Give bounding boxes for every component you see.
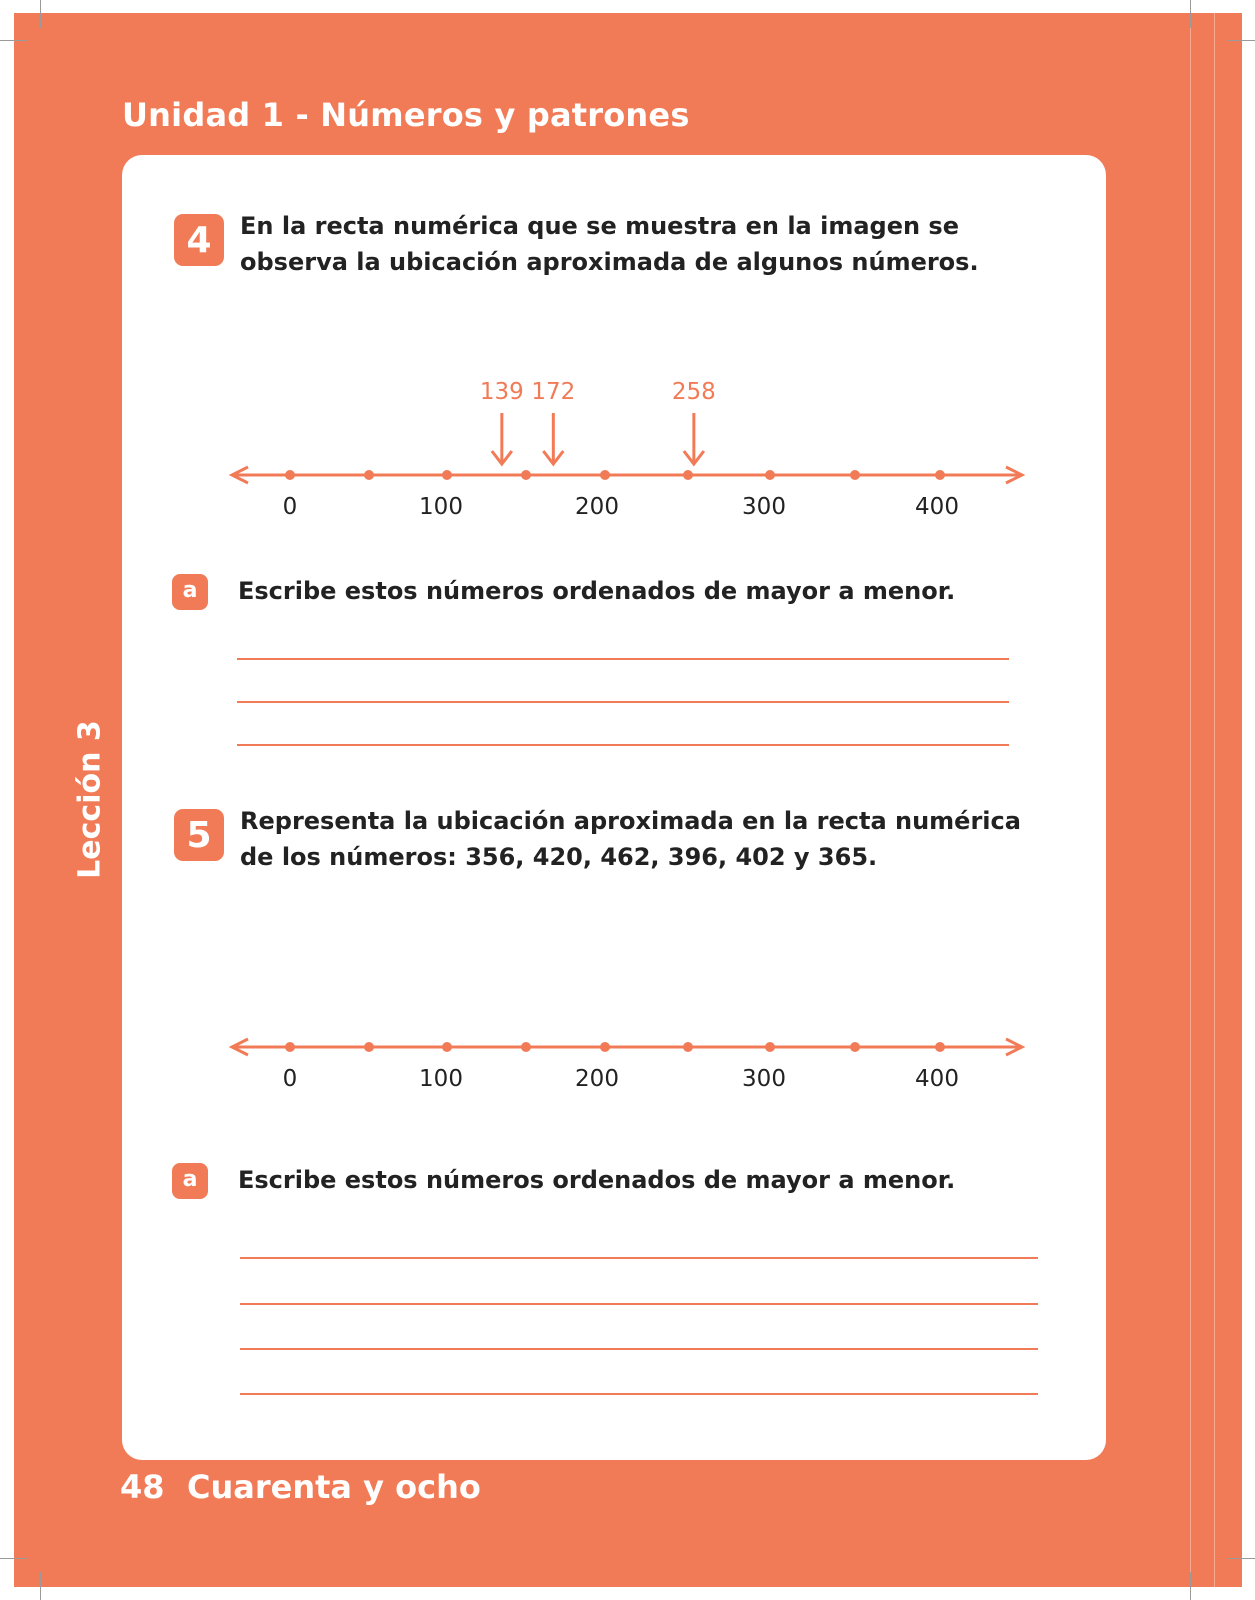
answer-line[interactable] — [240, 1348, 1038, 1350]
tick-label: 100 — [419, 1066, 463, 1092]
lesson-label-text: Lección 3 — [72, 720, 108, 879]
marker-label: 172 — [531, 379, 576, 405]
crop-mark — [1227, 1558, 1255, 1559]
crop-mark — [0, 1558, 28, 1559]
tick-dot — [683, 1042, 693, 1052]
exercise-5-question — [240, 803, 1021, 875]
tick-dot — [765, 470, 775, 480]
exercise-5a-badge: a — [172, 1163, 208, 1199]
tick-label: 200 — [575, 1066, 619, 1092]
tick-dot — [364, 1042, 374, 1052]
page-number: 48 — [120, 1468, 165, 1506]
tick-dot — [442, 1042, 452, 1052]
answer-line[interactable] — [240, 1303, 1038, 1305]
answer-line[interactable] — [237, 658, 1009, 660]
marker-arrow — [672, 379, 716, 464]
tick-dot — [935, 1042, 945, 1052]
crop-mark — [1227, 40, 1255, 41]
marker-arrow — [531, 379, 575, 464]
tick-dot — [521, 1042, 531, 1052]
exercise-4-line-1: En la recta numérica que se muestra en la imagen se — [240, 212, 959, 240]
exercise-5-badge: 5 — [174, 809, 224, 861]
number-line-1 — [122, 365, 1106, 535]
bleed-line — [1214, 13, 1215, 1587]
tick-dot — [364, 470, 374, 480]
crop-mark — [1190, 1572, 1191, 1600]
tick-label: 400 — [915, 1066, 959, 1092]
page-number-word: Cuarenta y ocho — [187, 1468, 481, 1506]
axis-line — [232, 467, 1022, 483]
exercise-5-line-1: Representa la ubicación aproximada en la recta numérica — [240, 807, 1021, 835]
exercise-card — [122, 155, 1106, 1460]
tick-label: 200 — [575, 494, 619, 520]
exercise-4-line-2: observa la ubicación aproximada de algunos números. — [240, 248, 979, 276]
tick-dot — [600, 1042, 610, 1052]
exercise-4a-badge: a — [172, 574, 208, 610]
exercise-4-badge: 4 — [174, 214, 224, 266]
exercise-4-question — [240, 208, 979, 280]
tick-dot — [765, 1042, 775, 1052]
exercise-5-line-2: de los números: 356, 420, 462, 396, 402 y 365. — [240, 843, 878, 871]
answer-line[interactable] — [240, 1393, 1038, 1395]
tick-label: 0 — [282, 1066, 298, 1092]
answer-line[interactable] — [240, 1257, 1038, 1259]
exercise-5a-prompt: Escribe estos números ordenados de mayor a menor. — [238, 1166, 956, 1194]
number-line-2 — [122, 1017, 1106, 1107]
marker-arrow — [480, 379, 524, 464]
tick-dot — [935, 470, 945, 480]
tick-dot — [600, 470, 610, 480]
crop-mark — [1190, 0, 1191, 28]
tick-dot — [850, 470, 860, 480]
exercise-4a-prompt: Escribe estos números ordenados de mayor a menor. — [238, 577, 956, 605]
tick-dot — [521, 470, 531, 480]
tick-dot — [850, 1042, 860, 1052]
axis-line — [232, 1039, 1022, 1055]
crop-mark — [40, 1572, 41, 1600]
unit-title: Unidad 1 - Números y patrones — [122, 96, 690, 134]
marker-label: 258 — [671, 379, 716, 405]
crop-mark — [40, 0, 41, 28]
marker-label: 139 — [479, 379, 524, 405]
crop-mark — [0, 40, 28, 41]
tick-label: 400 — [915, 494, 959, 520]
tick-dot — [442, 470, 452, 480]
tick-label: 300 — [742, 494, 786, 520]
tick-dot — [285, 1042, 295, 1052]
tick-label: 100 — [419, 494, 463, 520]
answer-line[interactable] — [237, 701, 1009, 703]
tick-dot — [683, 470, 693, 480]
tick-label: 300 — [742, 1066, 786, 1092]
bleed-line — [1190, 13, 1191, 1587]
answer-line[interactable] — [237, 744, 1009, 746]
tick-dot — [285, 470, 295, 480]
tick-label: 0 — [282, 494, 298, 520]
